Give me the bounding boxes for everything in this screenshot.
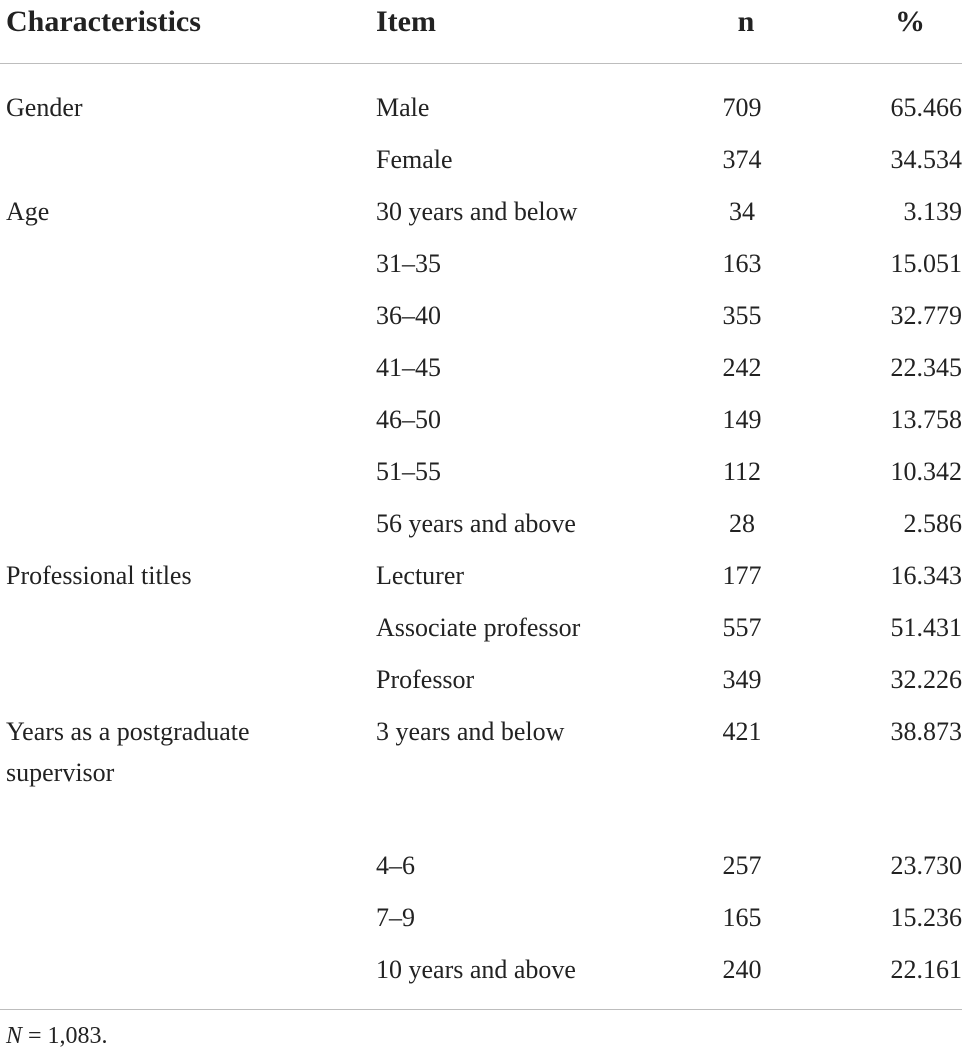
row-item: 36–40: [376, 301, 441, 330]
header-n: n: [737, 5, 755, 38]
row-percent: 34.534: [890, 145, 962, 174]
row-percent: 10.342: [890, 457, 962, 486]
row-item: Associate professor: [376, 613, 581, 642]
row-percent: 22.161: [890, 955, 962, 984]
header-percent: %: [895, 5, 925, 38]
row-characteristic: Age: [6, 197, 50, 226]
row-percent: 16.343: [890, 561, 962, 590]
row-item: 4–6: [376, 851, 415, 880]
row-percent: 32.226: [890, 665, 962, 694]
row-percent: 65.466: [890, 93, 962, 122]
row-n: 349: [722, 665, 762, 694]
row-item: Professor: [376, 665, 475, 694]
row-n: 28: [729, 509, 755, 538]
row-item: Lecturer: [376, 561, 465, 590]
row-percent: 13.758: [890, 405, 962, 434]
footer-divider: [0, 1009, 962, 1010]
row-percent: 15.051: [890, 249, 962, 278]
header-item: Item: [376, 5, 436, 38]
row-item: 3 years and below: [376, 717, 565, 746]
row-percent: 2.586: [903, 509, 962, 538]
header-characteristics: Characteristics: [6, 5, 201, 38]
row-n: 240: [722, 955, 762, 984]
row-item: 56 years and above: [376, 509, 576, 538]
row-characteristic: Years as a postgraduate supervisor: [6, 717, 250, 787]
row-item: 51–55: [376, 457, 441, 486]
row-item: 30 years and below: [376, 197, 578, 226]
row-n: 355: [722, 301, 762, 330]
row-percent: 3.139: [903, 197, 962, 226]
footnote-symbol: N: [6, 1023, 23, 1049]
row-n: 112: [722, 457, 762, 486]
row-n: 149: [722, 405, 762, 434]
row-n: 374: [722, 145, 762, 174]
row-characteristic: Gender: [6, 93, 83, 122]
row-n: 257: [722, 851, 762, 880]
row-percent: 32.779: [890, 301, 962, 330]
row-n: 557: [722, 613, 762, 642]
row-item: 10 years and above: [376, 955, 576, 984]
row-percent: 23.730: [890, 851, 962, 880]
row-n: 34: [729, 197, 755, 226]
row-percent: 22.345: [890, 353, 962, 382]
row-item: 31–35: [376, 249, 441, 278]
row-characteristic: Professional titles: [6, 561, 192, 590]
row-item: Male: [376, 93, 430, 122]
row-n: 421: [722, 717, 762, 746]
row-percent: 51.431: [890, 613, 962, 642]
header-divider: [0, 63, 962, 64]
row-item: 41–45: [376, 353, 441, 382]
row-percent: 15.236: [890, 903, 962, 932]
row-n: 177: [722, 561, 762, 590]
row-item: Female: [376, 145, 453, 174]
row-n: 709: [722, 93, 762, 122]
row-item: 7–9: [376, 903, 415, 932]
row-n: 163: [722, 249, 762, 278]
table-footnote: [6, 1018, 108, 1054]
row-item: 46–50: [376, 405, 441, 434]
row-percent: 38.873: [890, 717, 962, 746]
row-n: 165: [722, 903, 762, 932]
row-n: 242: [722, 353, 762, 382]
table-header: [0, 0, 968, 64]
footnote-text: = 1,083.: [22, 1023, 108, 1049]
